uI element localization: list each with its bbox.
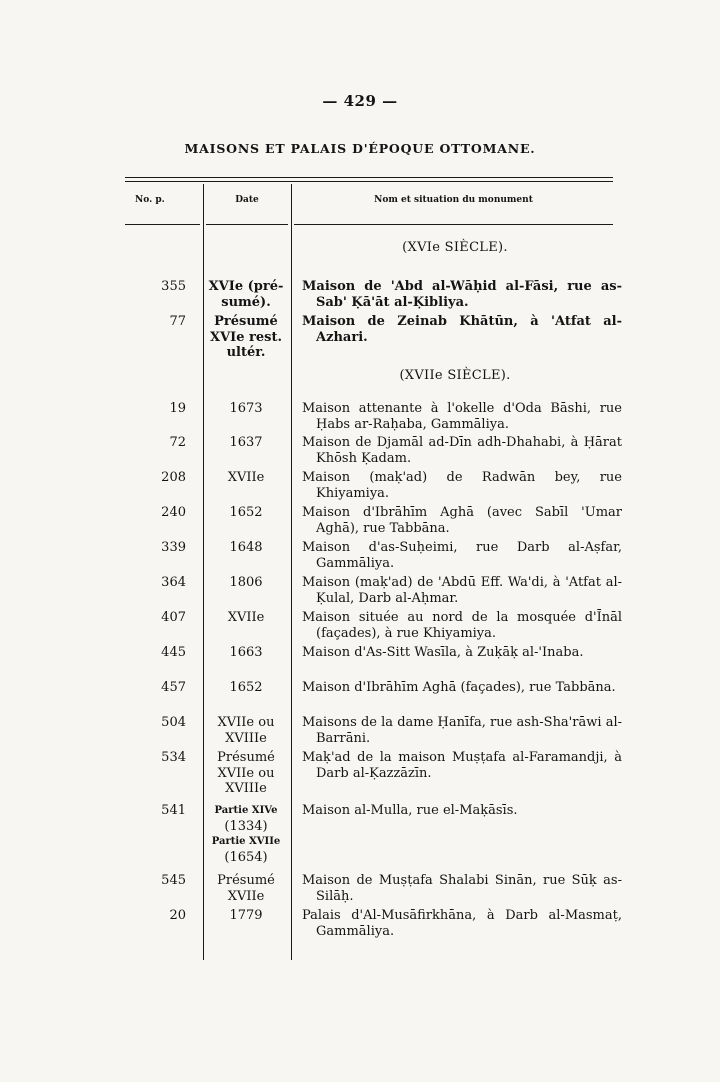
row-date-part-a: Partie XIVe <box>214 805 278 816</box>
row-number: 339 <box>161 540 186 555</box>
row-number: 355 <box>161 279 186 294</box>
row-description: Maison située au nord de la mosquée d'Īnāl (façades), à rue Khiyamiya. <box>302 610 622 641</box>
row-description: Maison d'Ibrāhīm Aghā (façades), rue Tabbāna. <box>302 680 616 695</box>
century-heading-17: (XVIIe SIÈCLE). <box>399 368 511 383</box>
row-date: Présumé XVIIe ou XVIIIe <box>217 750 275 796</box>
row-date-part-b: (1334) <box>224 818 268 834</box>
row-number: 407 <box>161 610 186 625</box>
header-bottom-rule-right <box>294 224 613 225</box>
row-description: Maison al-Mulla, rue el-Maḳāsīs. <box>302 803 518 818</box>
table-top-rule-2 <box>125 181 613 182</box>
row-date-part-c: Partie XVIIe <box>211 836 281 847</box>
row-number: 364 <box>161 575 186 590</box>
row-date: XVIe (pré-sumé). <box>208 279 284 310</box>
row-number: 534 <box>161 750 186 765</box>
column-divider-2 <box>291 184 292 960</box>
row-description: Maison (maḳ'ad) de Radwān bey, rue Khiyamiya. <box>302 470 622 501</box>
row-date-part-d: (1654) <box>224 849 268 865</box>
column-divider-1 <box>203 184 204 960</box>
row-number: 19 <box>169 401 186 416</box>
row-description: Maison (maḳ'ad) de 'Abdū Eff. Wa'di, à 'Atfat al-Ḳulal, Darb al-Aḥmar. <box>302 575 622 606</box>
row-description: Maison d'Ibrāhīm Aghā (avec Sabīl 'Umar Aghā), rue Tabbāna. <box>302 505 622 536</box>
century-heading-16: (XVIe SIÈCLE). <box>402 240 508 255</box>
row-number: 545 <box>161 873 186 888</box>
column-header-date: Date <box>235 195 259 205</box>
row-description: Maison de Djamāl ad-Dīn adh-Dhahabi, à Ḥārat Khōsh Ḳadam. <box>302 435 622 466</box>
row-number: 445 <box>161 645 186 660</box>
row-number: 72 <box>169 435 186 450</box>
row-description: Maisons de la dame Ḥanīfa, rue ash-Sha'rāwi al-Barrāni. <box>302 715 622 746</box>
header-bottom-rule-mid <box>206 224 288 225</box>
row-date <box>206 803 286 865</box>
header-bottom-rule-left <box>125 224 200 225</box>
row-number: 541 <box>161 803 186 818</box>
row-date: XVIIe ou XVIIIe <box>217 715 275 746</box>
row-date: XVIIe <box>227 610 265 625</box>
row-number: 208 <box>161 470 186 485</box>
row-date: 1663 <box>229 645 263 660</box>
column-header-name: Nom et situation du monument <box>374 195 533 205</box>
row-description: Maison d'as-Suḥeimi, rue Darb al-Aṣfar, Gammāliya. <box>302 540 622 571</box>
row-number: 240 <box>161 505 186 520</box>
row-date: Présumé XVIe rest. ultér. <box>209 314 283 360</box>
column-header-no: No. p. <box>135 195 165 205</box>
row-number: 77 <box>169 314 186 329</box>
row-date: Présumé XVIIe <box>217 873 275 904</box>
row-date: 1637 <box>229 435 263 450</box>
row-number: 457 <box>161 680 186 695</box>
row-date: XVIIe <box>227 470 265 485</box>
row-number: 20 <box>169 908 186 923</box>
table-top-rule <box>125 177 613 178</box>
row-description: Maison de Zeinab Khātūn, à 'Atfat al-Azhari. <box>302 314 622 345</box>
row-date: 1652 <box>229 505 263 520</box>
row-date: 1673 <box>229 401 263 416</box>
row-description: Maison d'As-Sitt Wasīla, à Zuḳāḳ al-'Inaba. <box>302 645 584 660</box>
page-number: — 429 — <box>322 92 398 110</box>
row-description: Maison de 'Abd al-Wāḥid al-Fāsi, rue as-Sab' Ḳā'āt al-Ḳibliya. <box>302 279 622 310</box>
row-description: Palais d'Al-Musāfirkhāna, à Darb al-Masmaṭ, Gammāliya. <box>302 908 622 939</box>
row-description: Maison de Muṣṭafa Shalabi Sinān, rue Sūḳ as-Silāḥ. <box>302 873 622 904</box>
row-date: 1648 <box>229 540 263 555</box>
row-date: 1652 <box>229 680 263 695</box>
section-title: MAISONS ET PALAIS D'ÉPOQUE OTTOMANE. <box>184 141 536 156</box>
row-description: Maḳ'ad de la maison Muṣṭafa al-Faramandji, à Darb al-Ḳazzāzīn. <box>302 750 622 781</box>
row-description: Maison attenante à l'okelle d'Oda Bāshi, rue Ḥabs ar-Raḥaba, Gammāliya. <box>302 401 622 432</box>
row-date: 1779 <box>229 908 263 923</box>
row-number: 504 <box>161 715 186 730</box>
row-date: 1806 <box>229 575 263 590</box>
